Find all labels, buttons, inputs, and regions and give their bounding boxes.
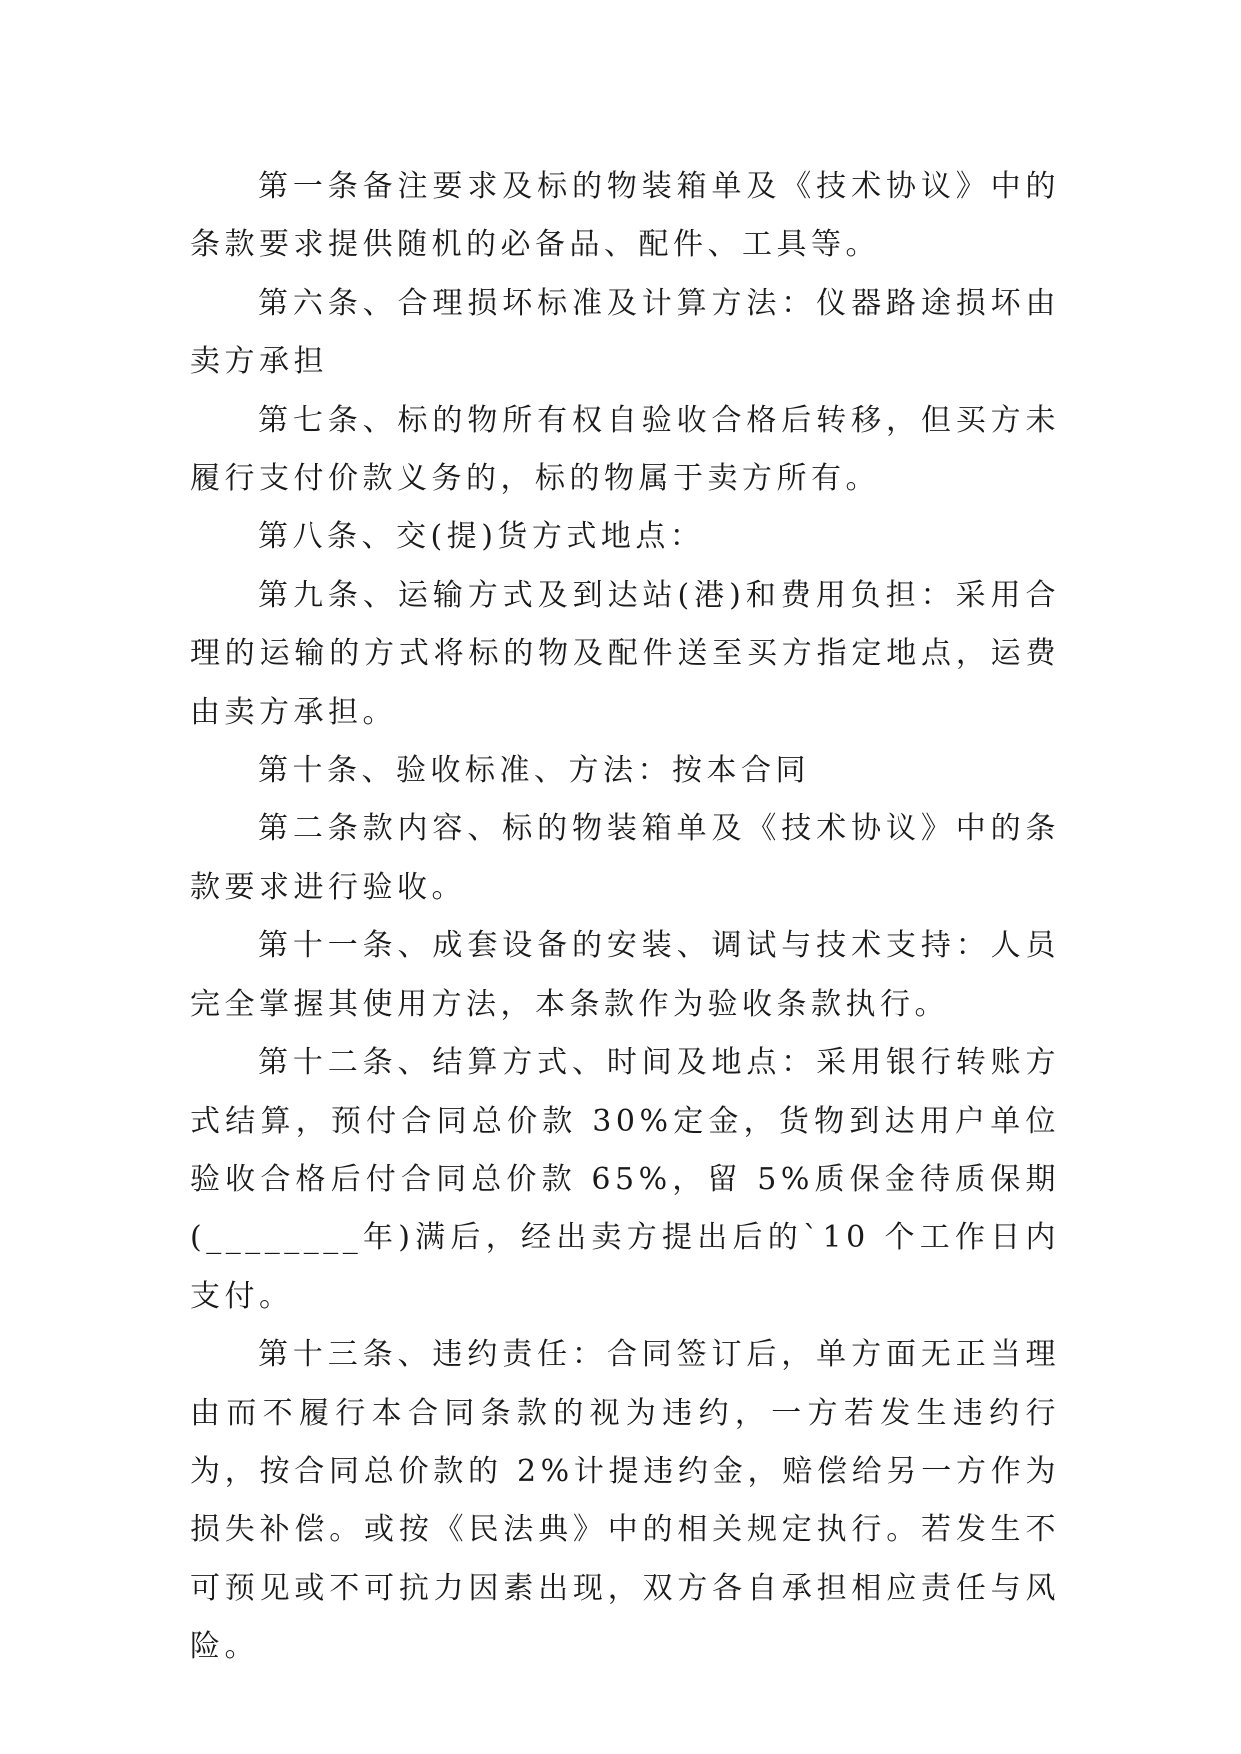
paragraph-article-12: 第十二条、结算方式、时间及地点：采用银行转账方式结算，预付合同总价款 30%定金，货物到达用户单位验收合格后付合同总价款 65%，留 5%质保金待质保期(________年)满后，经出卖方提出后的`10 个工作日内支付。: [190, 1045, 1060, 1314]
paragraph-article-6: 第六条、合理损坏标准及计算方法：仪器路途损坏由卖方承担: [190, 285, 1060, 380]
paragraph-article-1-remarks: 第一条备注要求及标的物装箱单及《技术协议》中的条款要求提供随机的必备品、配件、工具等。: [190, 169, 1060, 263]
paragraph-article-2-content: 第二条款内容、标的物装箱单及《技术协议》中的条款要求进行验收。: [190, 811, 1060, 905]
paragraph-article-10: 第十条、验收标准、方法：按本合同: [258, 753, 810, 789]
paragraph-article-11: 第十一条、成套设备的安装、调试与技术支持：人员完全掌握其使用方法，本条款作为验收条款执行。: [190, 928, 1060, 1022]
paragraph-article-8: 第八条、交(提)货方式地点：: [258, 519, 705, 555]
paragraph-article-13: 第十三条、违约责任：合同签订后，单方面无正当理由而不履行本合同条款的视为违约，一方若发生违约行为，按合同总价款的 2%计提违约金，赔偿给另一方作为损失补偿。或按《民法典》中的相关规定执行。若发生不可预见或不可抗力因素出现，双方各自承担相应责任与风险。: [190, 1337, 1060, 1665]
paragraph-article-9: 第九条、运输方式及到达站(港)和费用负担：采用合理的运输的方式将标的物及配件送至买方指定地点，运费由卖方承担。: [190, 577, 1060, 730]
paragraph-article-7: 第七条、标的物所有权自验收合格后转移，但买方未履行支付价款义务的，标的物属于卖方所有。: [190, 402, 1060, 497]
document-body: [190, 158, 1060, 1677]
